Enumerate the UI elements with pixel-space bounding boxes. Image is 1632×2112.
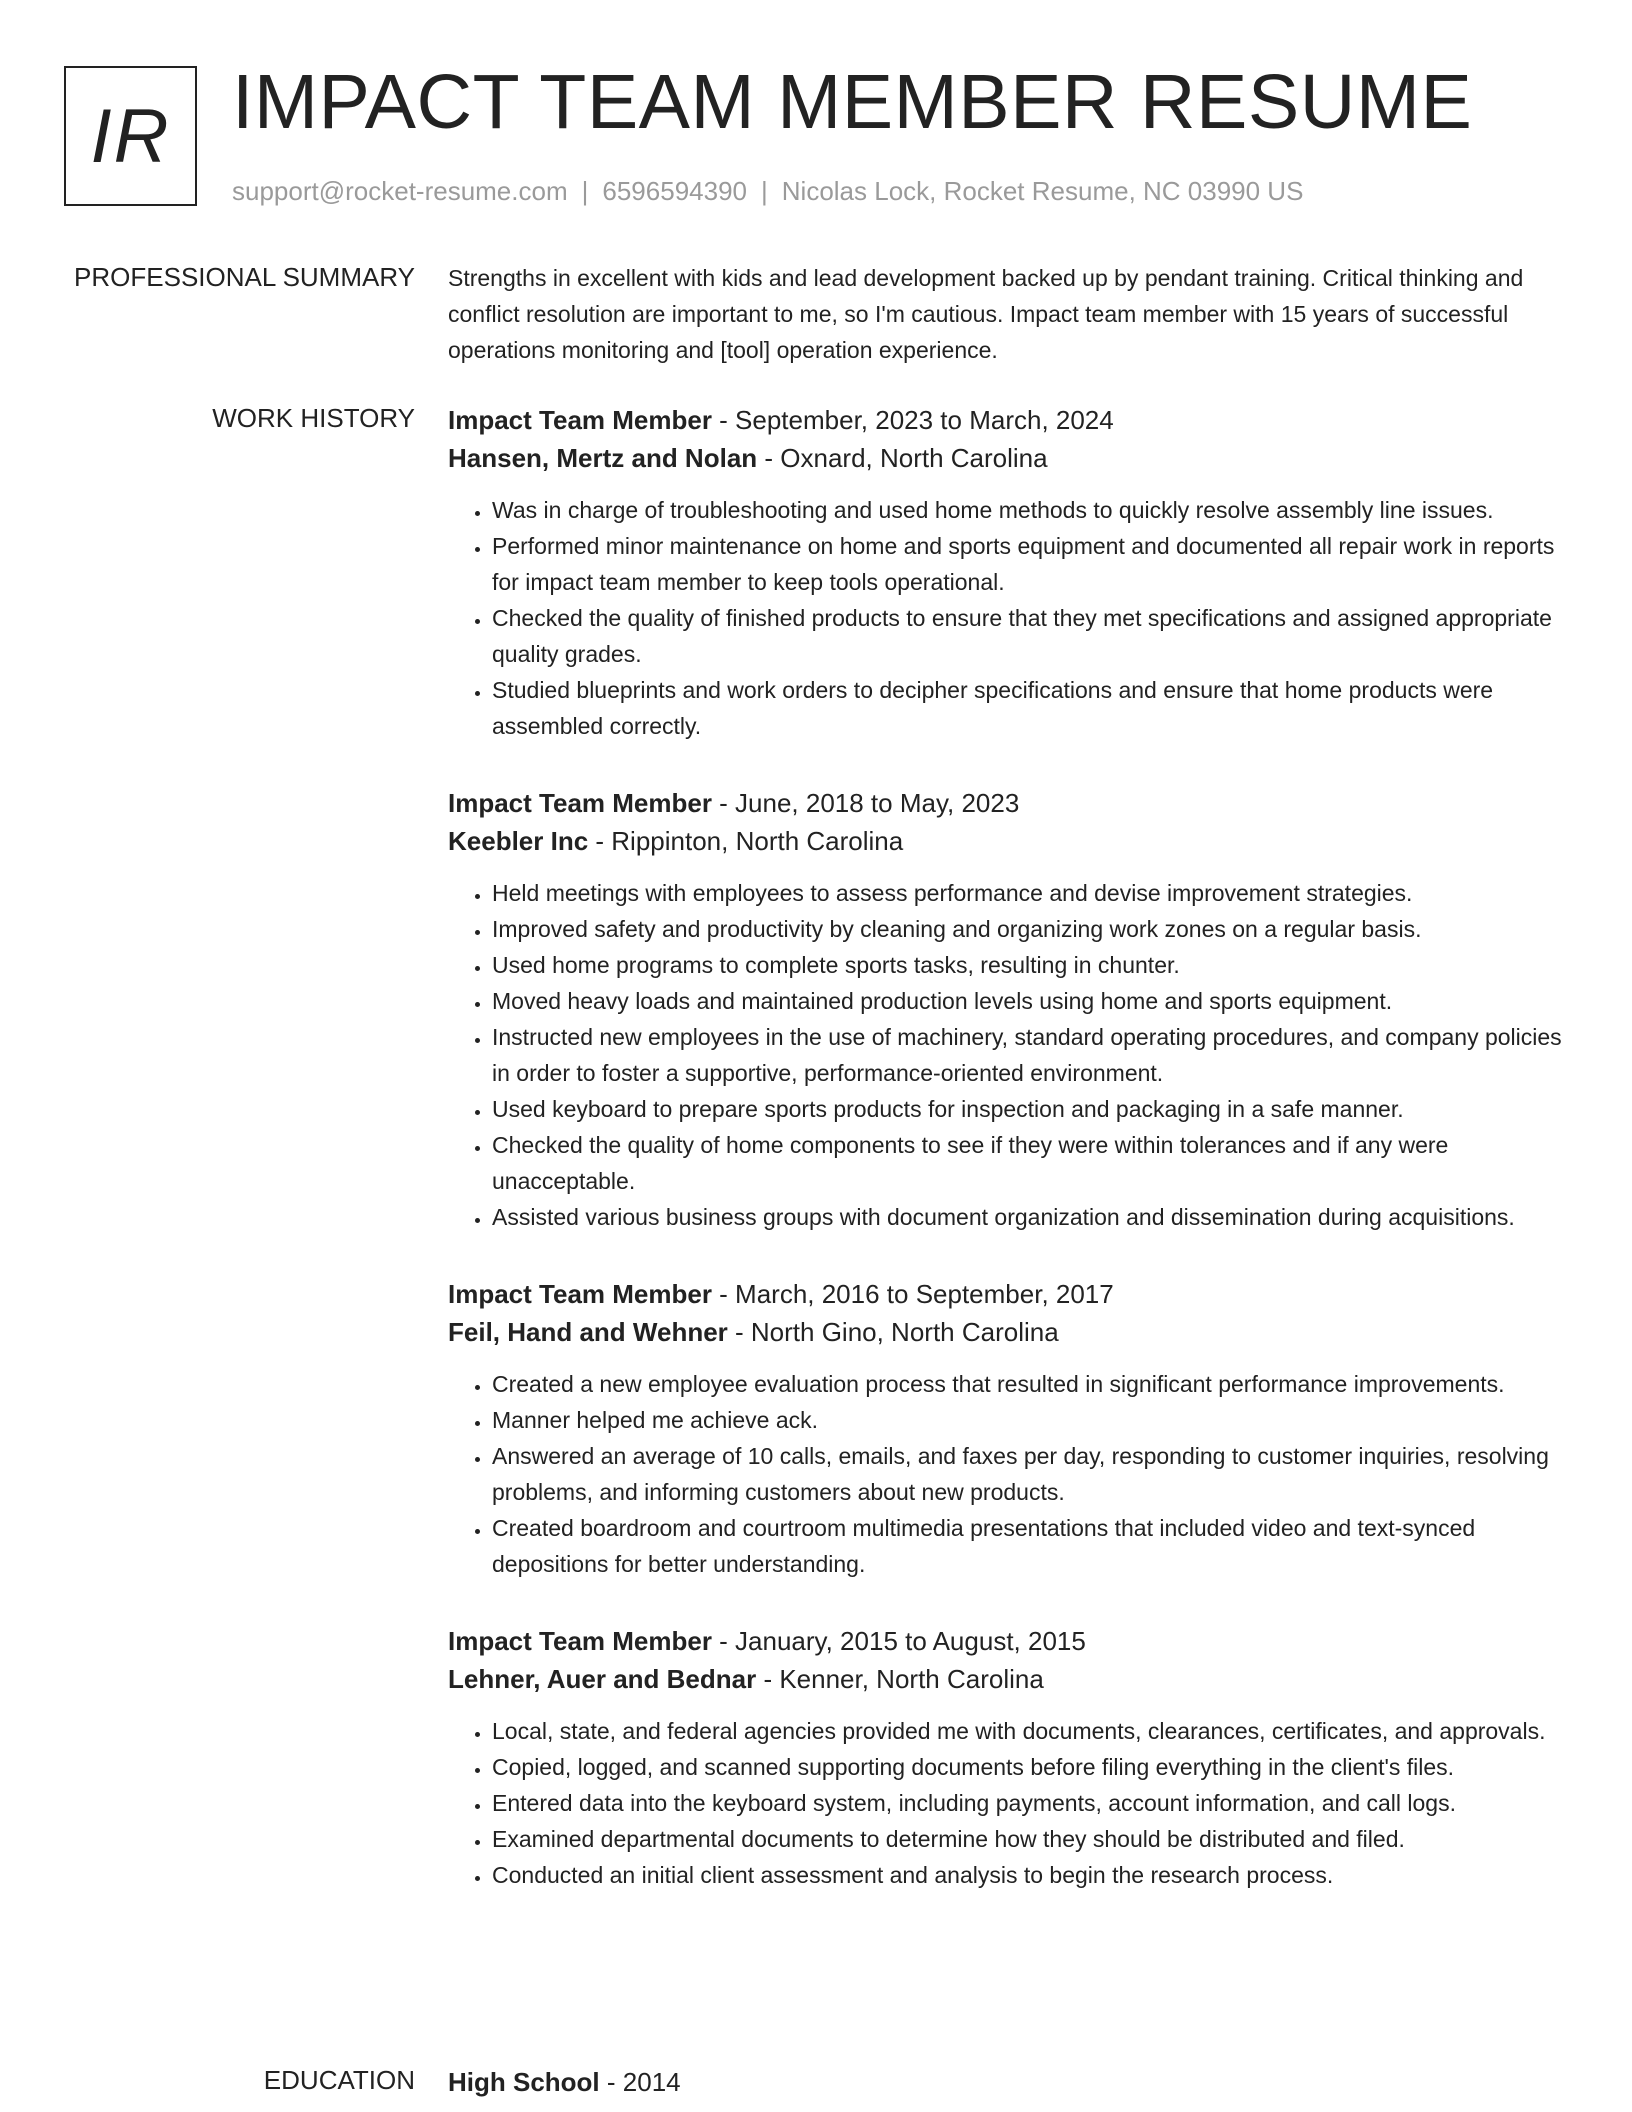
job-company: Hansen, Mertz and Nolan	[448, 443, 758, 473]
job-title-line	[448, 401, 1568, 439]
contact-phone: 6596594390	[602, 176, 747, 206]
job-location: - Rippinton, North Carolina	[588, 826, 904, 856]
job-entry	[448, 1275, 1568, 1582]
section-label-summary: PROFESSIONAL SUMMARY	[74, 262, 415, 292]
job-bullet: • Studied blueprints and work orders to decipher specifications and ensure that home products were assembled correctly.	[492, 672, 1568, 744]
job-bullet: • Used home programs to complete sports tasks, resulting in chunter.	[492, 947, 1568, 983]
job-title: Impact Team Member	[448, 1279, 712, 1309]
job-bullet: • Held meetings with employees to assess performance and devise improvement strategies.	[492, 875, 1568, 911]
resume-title: IMPACT TEAM MEMBER RESUME	[232, 59, 1473, 145]
summary-text: Strengths in excellent with kids and lead development backed up by pendant training. Critical thinking and conflict resolution are important to me, so I'm cautious. Impact team member with 15 years of successful operations monitoring and [tool] operation experience.	[448, 265, 1524, 363]
job-company: Lehner, Auer and Bednar	[448, 1664, 757, 1694]
job-bullet: • Answered an average of 10 calls, emails, and faxes per day, responding to customer inquiries, resolving problems, and informing customers about new products.	[492, 1438, 1568, 1510]
section-label-education: EDUCATION	[263, 2065, 415, 2095]
contact-separator: |	[761, 176, 768, 206]
job-company-line	[448, 1660, 1568, 1698]
job-bullet: • Assisted various business groups with document organization and dissemination during acquisitions.	[492, 1199, 1568, 1235]
job-bullet: • Was in charge of troubleshooting and used home methods to quickly resolve assembly line issues.	[492, 492, 1568, 528]
job-bullet-list	[448, 1713, 1568, 1893]
job-bullet-list	[448, 875, 1568, 1235]
job-company-line	[448, 822, 1568, 860]
job-bullet: • Used keyboard to prepare sports products for inspection and packaging in a safe manner.	[492, 1091, 1568, 1127]
job-bullet-list	[448, 1366, 1568, 1582]
contact-email: support@rocket-resume.com	[232, 176, 568, 206]
job-bullet: • Checked the quality of home components to see if they were within tolerances and if any were unacceptable.	[492, 1127, 1568, 1199]
contact-line	[232, 176, 1303, 206]
job-bullet: • Instructed new employees in the use of machinery, standard operating procedures, and company policies in order to foster a supportive, performance-oriented environment.	[492, 1019, 1568, 1091]
contact-separator: |	[581, 176, 589, 206]
job-bullet: • Performed minor maintenance on home and sports equipment and documented all repair work in reports for impact team member to keep tools operational.	[492, 528, 1568, 600]
job-bullet: • Created boardroom and courtroom multimedia presentations that included video and text-synced depositions for better understanding.	[492, 1510, 1568, 1582]
monogram-box	[64, 66, 197, 206]
job-bullet: • Local, state, and federal agencies provided me with documents, clearances, certificates, and approvals.	[492, 1713, 1568, 1749]
job-company-line	[448, 1313, 1568, 1351]
job-title-line	[448, 784, 1568, 822]
job-bullet: • Manner helped me achieve ack.	[492, 1402, 1568, 1438]
job-entry	[448, 784, 1568, 1235]
job-entry	[448, 1622, 1568, 1893]
job-bullet: • Checked the quality of finished products to ensure that they met specifications and assigned appropriate quality grades.	[492, 600, 1568, 672]
education-entry	[448, 2063, 1568, 2101]
job-company-line	[448, 439, 1568, 477]
job-dates: - January, 2015 to August, 2015	[711, 1626, 1086, 1656]
job-company: Feil, Hand and Wehner	[448, 1317, 728, 1347]
monogram-initials: IR	[90, 93, 171, 179]
job-location: - Oxnard, North Carolina	[757, 443, 1048, 473]
job-location: - North Gino, North Carolina	[727, 1317, 1059, 1347]
job-bullet: • Conducted an initial client assessment and analysis to begin the research process.	[492, 1857, 1568, 1893]
job-dates: - March, 2016 to September, 2017	[711, 1279, 1114, 1309]
contact-address: Nicolas Lock, Rocket Resume, NC 03990 US	[781, 176, 1304, 206]
education-year: - 2014	[599, 2067, 681, 2097]
job-title-line	[448, 1622, 1568, 1660]
job-list	[448, 401, 1568, 1933]
job-company: Keebler Inc	[448, 826, 589, 856]
job-bullet: • Examined departmental documents to determine how they should be distributed and filed.	[492, 1821, 1568, 1857]
job-bullet: • Entered data into the keyboard system, including payments, account information, and call logs.	[492, 1785, 1568, 1821]
job-title: Impact Team Member	[448, 788, 712, 818]
education-degree: High School	[448, 2067, 600, 2097]
job-title-line	[448, 1275, 1568, 1313]
job-dates: - June, 2018 to May, 2023	[711, 788, 1020, 818]
job-bullet-list	[448, 492, 1568, 744]
job-bullet: • Copied, logged, and scanned supporting documents before filing everything in the client's files.	[492, 1749, 1568, 1785]
job-dates: - September, 2023 to March, 2024	[711, 405, 1114, 435]
job-title: Impact Team Member	[448, 1626, 712, 1656]
job-bullet: • Moved heavy loads and maintained production levels using home and sports equipment.	[492, 983, 1568, 1019]
job-bullet: • Created a new employee evaluation process that resulted in significant performance improvements.	[492, 1366, 1568, 1402]
job-title: Impact Team Member	[448, 405, 712, 435]
job-bullet: • Improved safety and productivity by cleaning and organizing work zones on a regular basis.	[492, 911, 1568, 947]
job-location: - Kenner, North Carolina	[756, 1664, 1044, 1694]
section-label-work-history: WORK HISTORY	[212, 403, 415, 433]
job-entry	[448, 401, 1568, 744]
